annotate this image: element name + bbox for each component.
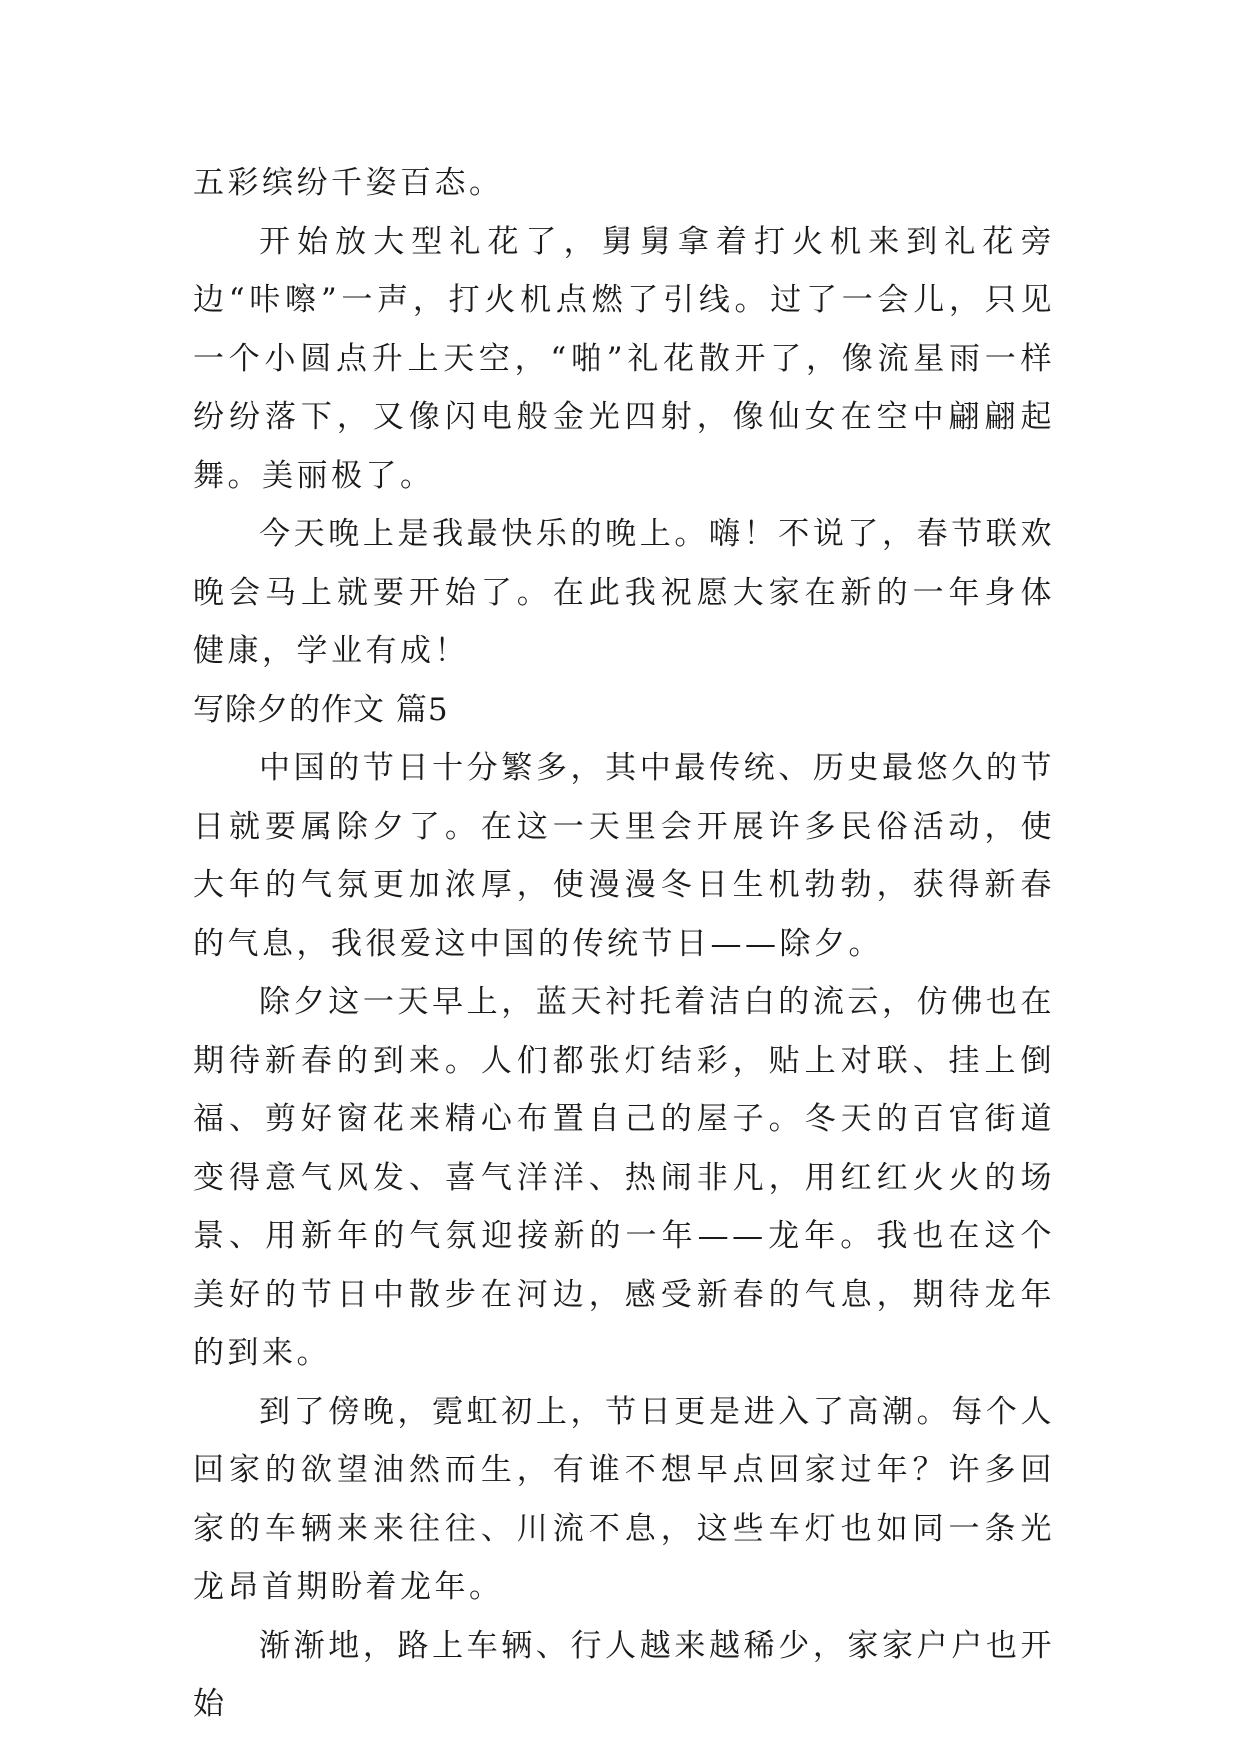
paragraph: 渐渐地，路上车辆、行人越来越稀少，家家户户也开始 <box>193 1627 1055 1722</box>
section-heading: 写除夕的作文 篇5 <box>193 691 449 728</box>
paragraph: 五彩缤纷千姿百态。 <box>193 165 504 201</box>
document-body <box>193 154 1055 1734</box>
paragraph: 到了傍晚，霓虹初上，节日更是进入了高潮。每个人回家的欲望油然而生，有谁不想早点回家过年？许多回家的车辆来来往往、川流不息，这些车灯也如同一条光龙昂首期盼着龙年。 <box>193 1393 1055 1605</box>
paragraph: 中国的节日十分繁多，其中最传统、历史最悠久的节日就要属除夕了。在这一天里会开展许多民俗活动，使大年的气氛更加浓厚，使漫漫冬日生机勃勃，获得新春的气息，我很爱这中国的传统节日——除夕。 <box>193 750 1055 962</box>
paragraph: 除夕这一天早上，蓝天衬托着洁白的流云，仿佛也在期待新春的到来。人们都张灯结彩，贴上对联、挂上倒福、剪好窗花来精心布置自己的屋子。冬天的百官街道变得意气风发、喜气洋洋、热闹非凡，用红红火火的场景、用新年的气氛迎接新的一年——龙年。我也在这个美好的节日中散步在河边，感受新春的气息，期待龙年的到来。 <box>193 984 1055 1371</box>
paragraph: 开始放大型礼花了，舅舅拿着打火机来到礼花旁边“咔嚓”一声，打火机点燃了引线。过了一会儿，只见一个小圆点升上天空，“啪”礼花散开了，像流星雨一样纷纷落下，又像闪电般金光四射，像仙女在空中翩翩起舞。美丽极了。 <box>193 223 1055 494</box>
paragraph: 今天晚上是我最快乐的晚上。嗨！不说了，春节联欢晚会马上就要开始了。在此我祝愿大家在新的一年身体健康，学业有成！ <box>193 516 1055 669</box>
